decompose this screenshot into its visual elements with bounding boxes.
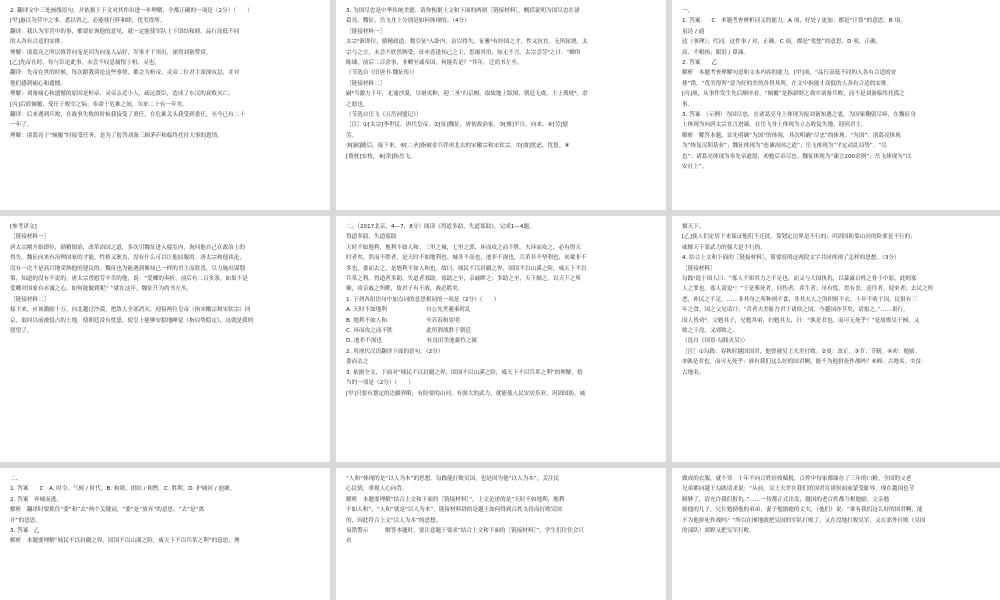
text-line: 解析 解答本题，首先明确“为国”的体现，其次明确“尽忠”的体现。“为国”：诸葛亮体现 xyxy=(682,132,901,139)
text-line: ⑤孰是君也，而可无死乎：谁有我们这么好的国君啊，能不为他拼死作战吗？⑥囿：古地名。⑦没： xyxy=(682,359,927,366)
text-line: [奠枕]安枕。⑨[余]指岳飞。 xyxy=(346,153,416,160)
text-line: 4. 结合上文和下面的［链接材料］，简要说明这两段文字共同体现了怎样的思想。（3分） xyxy=(682,255,900,262)
text-line: 嗣⁶当激力千年，北逾沙漠，尽屠夷种，迎二圣⁷归京阙，取故地上版图，朝廷无虞，主上奠枕⁸，余 xyxy=(346,91,588,98)
text-line: 愿望了。 xyxy=(10,328,33,335)
text-line: 劳。 xyxy=(346,132,358,139)
text-line: 事。 xyxy=(682,101,694,108)
text-line: 理解：诸葛亮于“倾覆”时接受任务，是为了报答刘备三顾茅庐和临终托付大事的恩情。 xyxy=(10,132,223,139)
text-line: [甲]惠以为营中之事，悉以咨之，必能使行阵和睦，优劣得所。 xyxy=(10,18,166,25)
text-line: 3. 依据全文，下面对“域民不以封疆之界，固国不以山溪之险，威天下不以兵革之利”的理解，恰 xyxy=(346,369,583,376)
text-line: [乙]使人们定居下来保证他们不迁徙，靠划定边界是不行的；巩固国防靠山河的险要是不行的； xyxy=(682,234,916,241)
page-4 xyxy=(0,216,330,462)
text-line: 恶，补民之不足。……非其身之所种则不食，非其夫人之所织则不衣。十年不收于国，民俱有三 xyxy=(682,296,917,303)
text-line: 为“恢复汉朝基业”；魏征体现为“连谏治国之道”；岳飞体现为“平定动乱局势”。“尽 xyxy=(682,143,887,150)
text-line: 没有一次不是高兴地采纳他的建议的。魏征也为能遇到像知己一样的君主而欣喜，尽力施出谋划 xyxy=(10,265,245,272)
text-line: 做成的衣服，就不穿。十年不向百姓征收赋税，百姓中每家都储存了三年的口粮。全国的父老 xyxy=(682,476,912,482)
text-line: 心民情，重视人心向背。 xyxy=(346,486,408,493)
text-line: 1. 答案 C A. 时令、气候 / 时代。B. 和睦、团结 / 和煦。C. 胜利。D. 护城河 / 池塘。 xyxy=(10,486,236,493)
page-9 xyxy=(672,468,1000,600)
page-7 xyxy=(0,468,330,600)
text-line: 2. 答案 乙 xyxy=(682,60,718,67)
text-line: 一年了。 xyxy=(10,122,33,129)
text-line: 宗与之言，未尝不欣然纳受。征亦喜逢知己之主，思竭其用，知无不言。太宗尝劳⁵之曰：“卿所 xyxy=(346,49,581,56)
text-line: [丙]项，从事件发生先后顺序看，“倾覆”是指新野之战中刘备兵败，而不是刘备临终托孤之 xyxy=(682,91,905,98)
text-line: D. 池非不深也 有良田美池桑竹之属 xyxy=(346,338,477,345)
text-line: 安社上”。 xyxy=(682,164,708,171)
text-line: 策，知道的没有不说的。唐太宗曾慰劳辛苦的他，说：“爱卿的奏折，前后有二百多条，如果不是 xyxy=(10,276,248,283)
text-line: ⑤[嗣]随后，接下来。⑥[二圣]指被金兵俘虏北去的宋徽宗和宋钦宗。⑦[虞]忧虑，忧患。⑧ xyxy=(346,143,570,150)
text-line: 看 xyxy=(346,538,352,545)
text-line: 高、不相指；眼泪 / 鼻涕。 xyxy=(682,49,749,56)
text-line: 勾践¹说于国人曰：“寡人不知其力之不足也，而又与大国执仇，以暴露百姓之骨于中原，此则寡 xyxy=(682,276,917,283)
text-line: 威慑天下靠武力的强大是不行的。 xyxy=(682,244,766,251)
text-line: 国人皆劝³。父勉其子，兄勉其弟，妇勉其夫，曰：“孰是君也，而可无死乎？”是故败吴于囿，又 xyxy=(682,317,920,324)
text-line: 人之罪也。寡人请更²！”于是葬死者，问伤者，养生者；吊有忧，贺有喜；送往者，迎来者；去民之所 xyxy=(682,286,934,293)
text-line: 葛亮、魏征、岳飞身上分别是如何体现的。（4分） xyxy=(346,18,470,25)
text-line: 得道多助，失道寡助 xyxy=(346,234,397,241)
text-line: 多也，委而去之，是地利不如人和也。故曰，域民不以封疆之界，固国不以山溪之险，威天下不以 xyxy=(346,265,587,272)
text-line: 的部队）郊野又把吴军打败。 xyxy=(682,528,755,535)
text-line: 二、（2017北京，4—7，8分）阅读《得道多助，失道寡助》，完成1—4题。 xyxy=(346,224,535,230)
text-line: 2. 翻译文中三处画线语句，并依据上下文对其作出进一步理解，全都正确的一项是（2分）（ ） xyxy=(10,8,253,14)
text-line: 不为他拼死作战吗？”所以在囿地就把吴国的军队打败了，又在没地打败吴军，又在郊外打败（吴国 xyxy=(682,517,926,524)
text-line: 理解：刘备痛心和遗憾的原因是桓帝、灵帝亲近小人，疏远贤臣，造成了东汉的衰败灭亡。 xyxy=(10,91,234,98)
text-line: 制够了，请允许我们报仇。”……一切都正式出发，越国的老百姓都互相勉励。父亲勉 xyxy=(682,496,890,503)
text-line: （节选自岳飞《五岳祠盟记》） xyxy=(346,112,422,119)
text-line: ［链接材料一］ xyxy=(10,234,50,241)
page-6 xyxy=(672,216,1000,462)
page-2 xyxy=(336,0,666,210)
text-line: 排”错。“优劣得所”意为好的差的各得其所，在文中指能才高低的人各有合适的安排。 xyxy=(682,80,893,87)
text-line: （节选自《旧唐书·魏征传》） xyxy=(346,70,418,77)
page-5 xyxy=(336,216,666,462)
text-line: 达（事理）；代词，这件事 / 对，正确。C 项，都是“优想”的意思。D 项，正确， xyxy=(682,39,882,46)
text-line: 慑天下。 xyxy=(682,224,705,230)
text-line: 委而去之 xyxy=(346,359,369,366)
text-line: [甲]只要有划定的边疆界限，有险要的山河，有强大的武力，就能使人民安居乐业，巩固国防，威 xyxy=(346,390,586,397)
text-line: 解析 本题要理解“结合上文和下面的［链接材料］”，上文论述的是“天时不如地利，地利 xyxy=(346,496,565,503)
text-line: 易错警示 解答本题时，要注意题干要求“结合上文和下面的［链接材料］”，学生们往往会只 xyxy=(346,528,584,535)
text-line: 的人各有合适的安排。 xyxy=(10,39,66,46)
text-line: 理解：诸葛亮之所以推荐向宠是因为向宠人品好，军事才干突出，深得刘备赞赏。 xyxy=(10,49,212,56)
text-line: 不如人和”，“人和”就是“以人为本”，链接材料讲的是越王如何得到百姓支持而打败吴国 xyxy=(346,507,562,514)
text-line: 翻译：先帝在世的时候，每次跟我谈论这些事情，都会为桓帝、灵帝二位君主深深叹息，并对 xyxy=(10,70,240,77)
text-line: ［注］①[太宗]李世民，唐代皇帝。②[征]魏征，唐初政治家。③[雅]平日，向来。④[劳]慰 xyxy=(346,122,569,129)
text-line: 3. 答案 （示例）为国尽忠，在诸葛亮身上体现为报刘备知遇之恩，为国家鞠躬尽瘁，在魏征身 xyxy=(682,112,916,119)
text-line: ［链接材料］ xyxy=(682,265,716,272)
text-line: 上体现为向唐太宗直言进谏，在岳飞身上体现为立志收复失地、迎回君主。 xyxy=(682,122,867,129)
text-line: [乙]先帝在时，每与臣论此事，未尝不叹息痛恨于桓、灵也。 xyxy=(10,60,160,67)
text-line: 2. 答案 弃城而逃。 xyxy=(10,496,62,503)
text-line: 败之于没，又郊败之。 xyxy=(682,328,738,335)
text-line: 古地名。 xyxy=(682,369,705,376)
text-line: （选自《国语·勾践灭吴》） xyxy=(682,338,749,345)
page-1 xyxy=(0,0,330,210)
text-line: 太宗²新即位，励精政道，数引征³入卧内，访以得失。征雅⁴有经国之才，性又抗直，无所屈挠。太 xyxy=(346,39,588,46)
text-line: 3. 为国尽忠是中华传统美德。请你根据上文和下面的两则［链接材料］，概括说明为国尽忠在诸 xyxy=(346,8,580,14)
text-line: 一、 xyxy=(682,8,694,14)
text-line: A. 天时不如地利 自公先世避秦时乱 xyxy=(346,307,471,314)
text-line: 陈谏，前后二百余事，非卿至诚奉国，何能若是？”其年，迁尚书左丞。 xyxy=(346,60,523,67)
text-line: [参考译文] xyxy=(10,224,37,230)
text-line: 解析 本题考查理解句意和文本内容的能力。[甲]项，“品行高低不同的人各有合适的安 xyxy=(682,70,897,77)
text-line: 二、 xyxy=(10,476,22,482)
text-line: ［链接材料二］ xyxy=(10,296,50,303)
page-8 xyxy=(336,468,666,600)
text-line: 的，因此符合上文“以人为本”的思想。 xyxy=(346,517,442,524)
text-line: 天时不如地利，地利不如人和。三里之城，七里之郭，环而攻之而不胜。夫环而攻之，必有得天 xyxy=(346,244,581,251)
text-line: 年之食。国之父兄请曰：“昔者夫差耻吾君于诸侯之国，今越国亦节矣，请报之。”……果行， xyxy=(682,307,909,314)
text-line: 兵革之利。得道者多助，失道者寡助。寡助之至，亲戚畔之；多助之至，天下顺之。以天下之所 xyxy=(346,276,581,283)
text-line: 2. 用现代汉语翻译下面的语句。（2分） xyxy=(346,348,444,355)
text-line: 忠”：诸葛亮体现为奉先帝遗愿，劝勉后帝尽忠；魏征体现为“谏言200余则”；岳飞体现为“以 xyxy=(682,153,912,160)
text-line: ［注］①勾践：春秋时越国国君，他曾被吴王夫差打败。②更：改正。③节：节制。④劝：勉励。 xyxy=(682,348,921,355)
text-line: C. 环而攻之而不胜 此所谓战胜于朝廷 xyxy=(346,328,471,335)
text-line: B. 地利不如人和 至若春和景明 xyxy=(346,317,460,324)
text-line: 当的一项是（2分）（ ） xyxy=(346,380,414,387)
text-line: 1. 答案 C 本题考查辨析词义的能力。A 项，好处 / 更加；都是“计算”的意思。B 项， xyxy=(682,18,906,25)
text-line: 虽达 / 通 xyxy=(682,28,705,35)
text-line: 翻译：后来遇到兵败，在战事失败的时候我接受了重任，在危难关头我受到委任，至今已有二十 xyxy=(10,112,245,119)
text-line: 得失。魏征向来有治理国家的才能，性格又耿直，没有什么可以让他屈服的。唐太宗和他谈论， xyxy=(10,255,245,262)
text-line: 兄弟都向越王勾践请求说：“从前，吴王夫差在我们的国君在诸侯面前蒙受耻辱，现在越国也节 xyxy=(682,486,915,493)
text-line: ［链接材料二］ xyxy=(346,80,386,87)
text-line: 唐太宗刚开始即位，励精图治，改革治国之道，多次引魏征进入寝室内，询问他自己在政治上的 xyxy=(10,244,245,251)
text-line: 翻译：我认为军营中的事，都要征询他的意见，就一定能使军队上下团结和睦，品行高低不同 xyxy=(10,28,240,35)
text-line: 3. 答案 乙 xyxy=(10,528,40,535)
text-line: 解析 本题要理解“域民不以封疆之界，固国不以山溪之险，威天下不以兵革之利”的意思，理 xyxy=(10,538,240,545)
text-line: 他们感到痛心和遗憾。 xyxy=(10,80,66,87)
text-line: 1. 下列各组语句中加点词的意思相同的一项是（2分）（ ） xyxy=(346,296,500,303)
text-line: 爱卿对国家有赤诚之心，如何能做到呢？”就在这年，魏征升为尚书左丞。 xyxy=(10,286,192,293)
text-line: 之愿也。 xyxy=(346,101,369,108)
text-line: 顺，攻亲戚之所畔，故君子有不战，战必胜矣。 xyxy=(346,286,464,293)
text-line: 励他的儿子，兄长勉励他的弟弟，妻子勉励她的丈夫，（他们）说：“谁有我们这么好的国君啊，能 xyxy=(682,507,923,514)
text-line: “人和”体现的是“以人为本”的思想。勾践能打败吴国，也是因为他“以人为本”，关注民 xyxy=(346,476,560,482)
text-line: ［链接材料一］ xyxy=(346,28,386,35)
text-line: 解析 翻译时要抓住“委”和“去”两个关键词，“委”是“放弃”的意思，“去”是“离 xyxy=(10,507,205,514)
text-line: 接下来，应该激励十万，向北越过沙漠，把敌人全部消灭，迎接两位皇帝（指宋徽宗和宋钦宗）回 xyxy=(10,307,251,314)
text-line: 开”的意思。 xyxy=(10,517,41,524)
page-3 xyxy=(672,0,1000,210)
text-line: [丙]后值倾覆，受任于败军之际，奉命于危难之间，尔来二十有一年矣。 xyxy=(10,101,188,108)
text-line: 时者矣，然而不胜者，是天时不如地利也。城非不高也，池非不深也，兵革非不坚利也，米粟非不 xyxy=(346,255,587,262)
text-line: 京，取回以前被侵占的土地，使朝廷没有忧患，使皇上能够安稳地睡觉（指局势稳定），这就是我的 xyxy=(10,317,254,324)
